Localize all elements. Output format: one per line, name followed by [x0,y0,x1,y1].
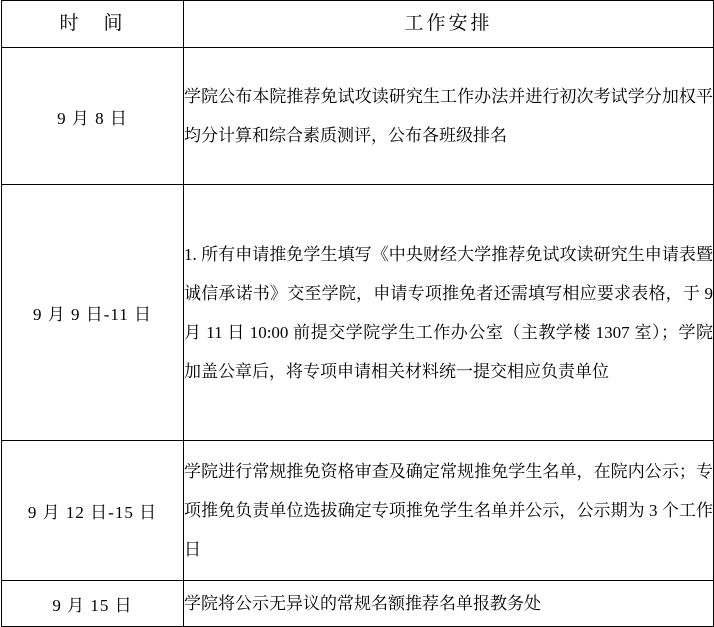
cell-time: 9 月 12 日-15 日 [2,441,184,581]
cell-time: 9 月 15 日 [2,581,184,627]
cell-time: 9 月 8 日 [2,48,184,185]
cell-work: 学院将公示无异议的常规名额推荐名单报教务处 [184,581,714,627]
table-row [2,581,714,627]
table-row [2,48,714,185]
cell-work: 1. 所有申请推免学生填写《中央财经大学推荐免试攻读研究生申请表暨诚信承诺书》交至学院，申请专项推免者还需填写相应要求表格，于 9 月 11 日 10:00 前提交学院学生工作办公室（主教学楼 1307 室）；学院加盖公章后，将专项申请相关材料统一提交相应负责单位 [184,185,714,441]
column-header-work: 工作安排 [184,1,714,48]
cell-time: 9 月 9 日-11 日 [2,185,184,441]
cell-work: 学院进行常规推免资格审查及确定常规推免学生名单，在院内公示；专项推免负责单位选拔确定专项推免学生名单并公示，公示期为 3 个工作日 [184,441,714,581]
column-header-time: 时 间 [2,1,184,48]
schedule-table [1,0,714,627]
table-row [2,185,714,441]
table-row [2,441,714,581]
cell-work: 学院公布本院推荐免试攻读研究生工作办法并进行初次考试学分加权平均分计算和综合素质测评，公布各班级排名 [184,48,714,185]
table-header-row [2,1,714,48]
